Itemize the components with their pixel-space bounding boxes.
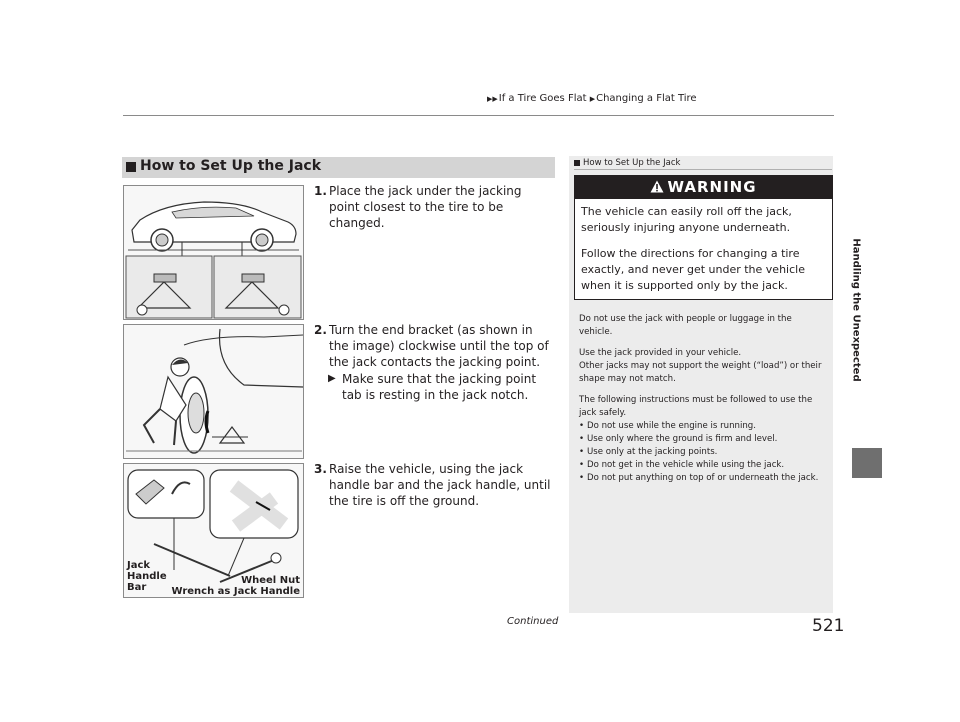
- breadcrumb-item[interactable]: Changing a Flat Tire: [596, 93, 697, 104]
- section-square-icon: [126, 162, 136, 172]
- step-number: 1.: [314, 184, 327, 198]
- notes-body: [579, 313, 824, 485]
- note-paragraph: Do not use the jack with people or luggage in the vehicle.: [579, 314, 792, 337]
- step-text: Place the jack under the jacking point closest to the tire to be changed.: [329, 184, 522, 230]
- header-divider: [123, 115, 834, 116]
- note-bullet: • Do not use while the engine is running.: [579, 420, 824, 433]
- breadcrumb-arrow-icon: ▶▶: [487, 95, 498, 103]
- breadcrumb-arrow-icon: ▶: [589, 95, 596, 103]
- step-subnote: ▶ Make sure that the jacking point tab is resting in the jack notch.: [328, 372, 537, 402]
- warning-header: WARNING: [575, 176, 832, 199]
- step-1: [314, 183, 554, 231]
- continued-label: Continued: [507, 616, 559, 627]
- warning-text: Follow the directions for changing a tire exactly, and never get under the vehicle when it is supported only by the jack.: [581, 247, 805, 292]
- chapter-tab-label: Handling the Unexpected: [850, 238, 862, 382]
- step-3: [314, 461, 554, 509]
- breadcrumb-item[interactable]: If a Tire Goes Flat: [498, 93, 587, 104]
- note-bullet: • Use only at the jacking points.: [579, 446, 824, 459]
- note-bullet: • Use only where the ground is firm and level.: [579, 433, 824, 446]
- note-box-icon: [574, 160, 580, 166]
- wheel-nut-wrench-label: Wheel Nut Wrench as Jack Handle: [171, 575, 300, 597]
- page-number: 521: [812, 616, 845, 636]
- step-text: Turn the end bracket (as shown in the image) clockwise until the top of the jack contacts the jacking point.: [329, 323, 549, 369]
- figure-jacking-points: [123, 185, 304, 320]
- step-number: 3.: [314, 462, 327, 476]
- warning-triangle-icon: [650, 180, 664, 193]
- figure-turning-bracket: [123, 324, 304, 459]
- figure-jack-handle: [123, 463, 304, 598]
- chapter-tab-marker: [852, 448, 882, 478]
- section-title: How to Set Up the Jack: [140, 158, 322, 174]
- section-header: [122, 157, 555, 178]
- subnote-arrow-icon: ▶: [328, 373, 336, 384]
- chapter-tab[interactable]: [849, 175, 863, 445]
- note-paragraph: Use the jack provided in your vehicle. Other jacks may not support the weight (“load”) or their shape may not match.: [579, 348, 822, 384]
- car-jacking-illustration: [124, 186, 303, 319]
- note-paragraph: The following instructions must be followed to use the jack safely.: [579, 395, 813, 418]
- warning-text: The vehicle can easily roll off the jack, seriously injuring anyone underneath.: [581, 205, 792, 234]
- warning-box: [574, 175, 833, 300]
- note-header: How to Set Up the Jack: [574, 158, 680, 168]
- step-number: 2.: [314, 323, 327, 337]
- jack-handle-bar-label: Jack Handle Bar: [127, 560, 167, 593]
- note-bullet: • Do not put anything on top of or underneath the jack.: [579, 472, 824, 485]
- note-bullet: • Do not get in the vehicle while using the jack.: [579, 459, 824, 472]
- step-text: Raise the vehicle, using the jack handle bar and the jack handle, until the tire is off the ground.: [329, 462, 551, 508]
- breadcrumb: [487, 93, 697, 104]
- note-divider: [574, 169, 832, 170]
- person-jack-illustration: [124, 325, 303, 458]
- step-2: [314, 322, 554, 403]
